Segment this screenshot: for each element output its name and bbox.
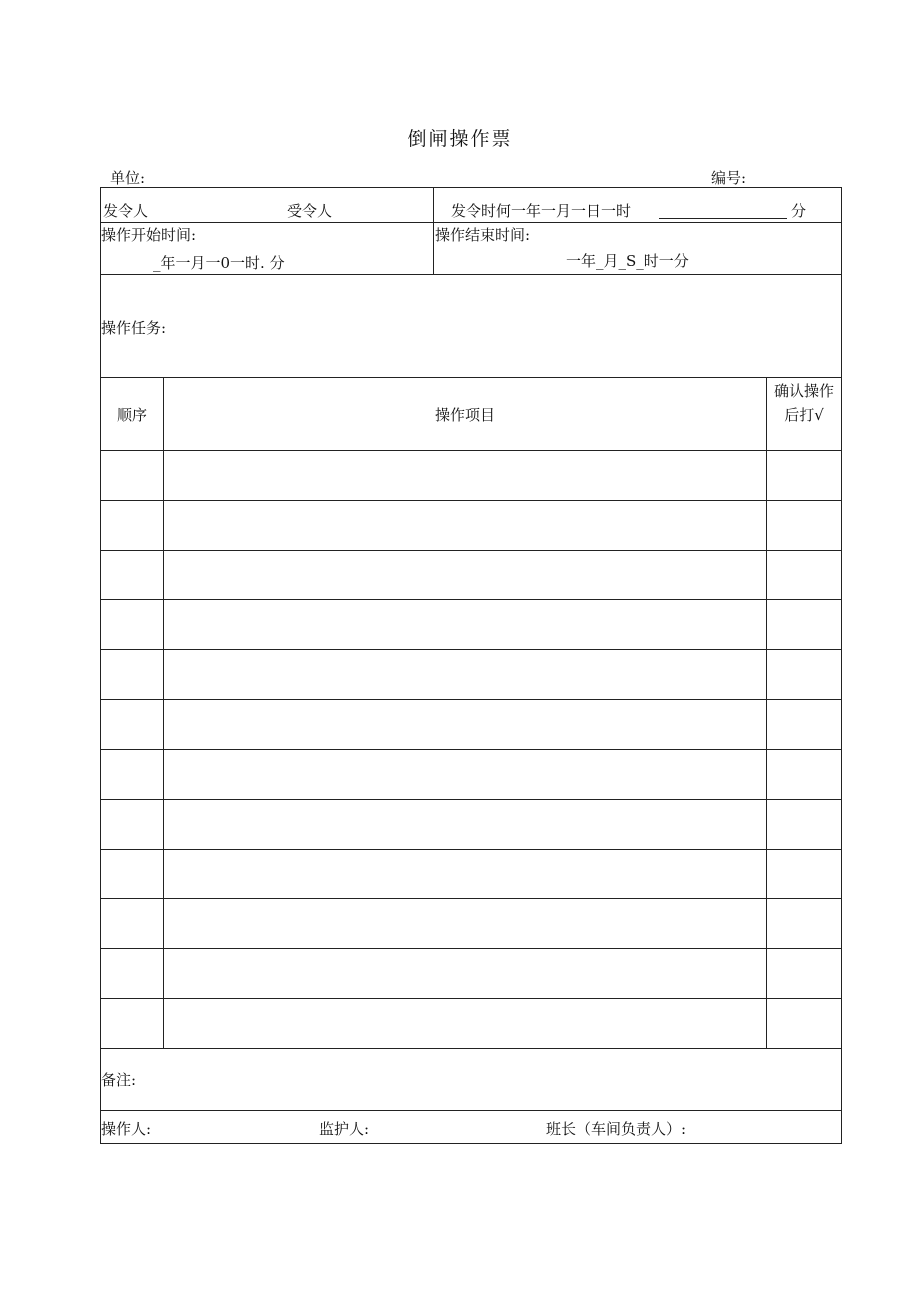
task-label: 操作任务: (101, 319, 167, 337)
notes-label: 备注: (101, 1071, 137, 1089)
col-order-header: 顺序 (116, 406, 147, 424)
issue-time-label: 发令时何一年一月一日一时 (451, 202, 632, 220)
col-confirm-header-line1: 确认操作 (773, 382, 834, 400)
table-row[interactable] (164, 899, 765, 947)
table-row[interactable] (164, 700, 765, 748)
unit-field-label: 单位: (110, 169, 146, 187)
col-item-header: 操作项目 (434, 406, 495, 424)
receiver-label: 受令人 (287, 202, 333, 220)
issue-time-minute-label: 分 (791, 202, 807, 220)
page-title: 倒闸操作票 (407, 128, 513, 150)
notes-divider (101, 1048, 841, 1049)
row-divider (101, 222, 841, 223)
table-row[interactable] (164, 551, 765, 599)
row-divider (101, 377, 841, 378)
row-divider (101, 274, 841, 275)
operation-ticket-form (100, 187, 842, 1144)
table-row[interactable] (164, 650, 765, 698)
table-row[interactable] (164, 800, 765, 848)
ticket-number-label: 编号: (711, 169, 747, 187)
issuer-label: 发令人 (103, 202, 149, 220)
table-row[interactable] (164, 501, 765, 549)
col-confirm-header-line2: 后打√ (784, 406, 824, 424)
table-row[interactable] (164, 600, 765, 648)
supervisor-label: 监护人: (319, 1120, 370, 1138)
header-divider (433, 188, 434, 275)
leader-label: 班长（车间负责人）: (546, 1120, 687, 1138)
start-time-value: _年一月一0一时. 分 (153, 254, 285, 272)
operator-label: 操作人: (101, 1120, 152, 1138)
table-row[interactable] (164, 451, 765, 499)
footer-divider (101, 1110, 841, 1111)
table-row[interactable] (164, 750, 765, 798)
start-time-label: 操作开始时间: (101, 226, 197, 244)
table-row[interactable] (164, 949, 765, 997)
issue-time-blank[interactable] (659, 218, 787, 219)
table-row[interactable] (164, 850, 765, 898)
end-time-value: 一年_月_S_时一分 (566, 252, 689, 270)
table-row[interactable] (164, 999, 765, 1047)
end-time-label: 操作结束时间: (435, 226, 531, 244)
